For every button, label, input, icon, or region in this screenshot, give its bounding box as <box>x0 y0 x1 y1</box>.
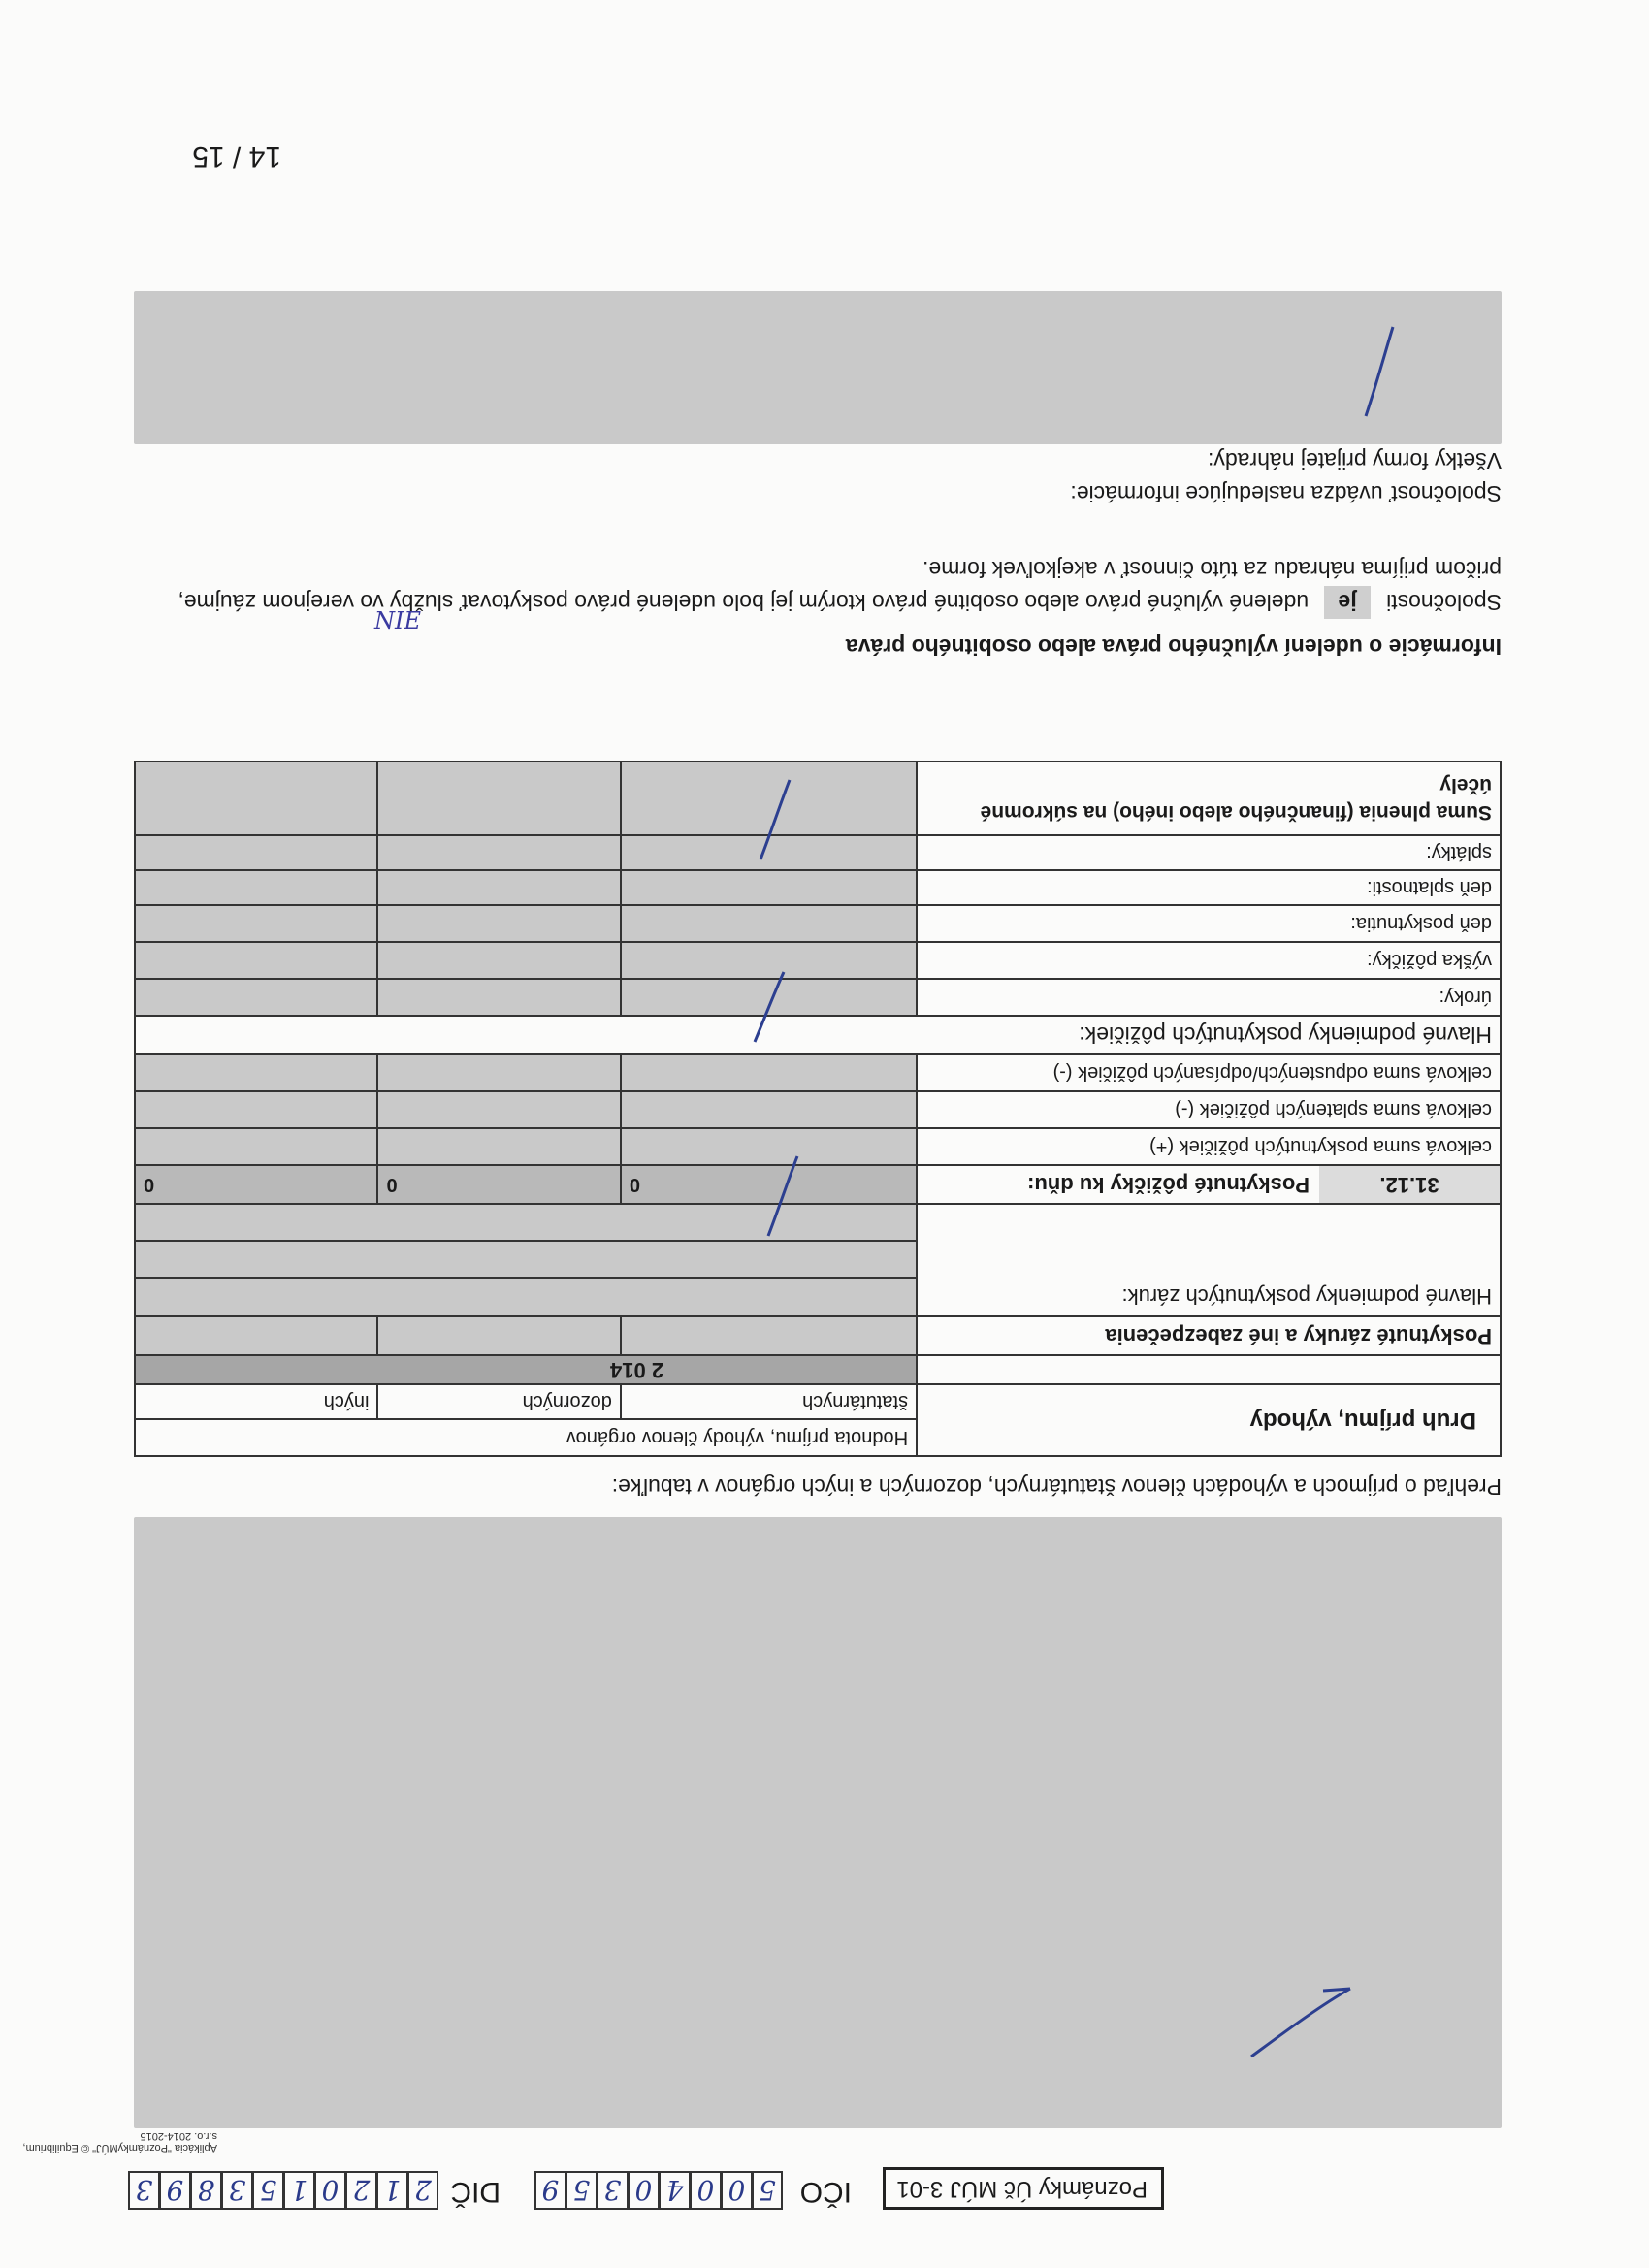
dic-digit: 3 <box>128 2171 159 2210</box>
ico-digit: 0 <box>721 2171 752 2210</box>
dic-field[interactable] <box>128 2169 438 2210</box>
loan-terms-title-cell <box>135 1016 1501 1054</box>
rights-title: Informácie o udelení výlučného práva alebo osobitného práva <box>845 634 1502 660</box>
subcol-statutory: štatutárnych <box>621 1384 917 1419</box>
handwritten-strike-mark <box>755 776 793 863</box>
dic-digit: 2 <box>407 2171 438 2210</box>
rights-status-field[interactable] <box>1325 586 1371 619</box>
ico-digit: 3 <box>597 2171 628 2210</box>
private-sum-supervisory[interactable] <box>377 761 620 835</box>
row-header: Druh príjmu, výhody <box>1249 1408 1476 1434</box>
ico-digit: 5 <box>566 2171 597 2210</box>
private-sum-label: Suma plnenia (finančného alebo iného) na súkromné účely <box>980 774 1492 824</box>
loan-terms-row-label: splátky: <box>917 835 1501 870</box>
year-value: 2 014 <box>610 1358 664 1382</box>
handwritten-strike-mark <box>1242 1977 1358 2064</box>
ico-label: IČO <box>799 2176 852 2208</box>
loan-terms-other[interactable] <box>135 835 377 870</box>
loan-terms-supervisory[interactable] <box>377 870 620 905</box>
rights-all-forms: Všetky formy prijatej náhrady: <box>1208 448 1502 473</box>
loan-terms-supervisory[interactable] <box>377 979 620 1016</box>
loans-date: 31.12. <box>1319 1166 1500 1203</box>
guarantees-terms-cell <box>917 1278 1501 1316</box>
loans-other-value: 0 <box>135 1165 377 1204</box>
loans-supervisory-value: 0 <box>377 1165 620 1204</box>
private-sum-cell <box>917 761 1501 835</box>
guarantees-other[interactable] <box>135 1316 377 1355</box>
rights-text-prefix: Spoločnosti <box>1386 590 1502 615</box>
application-note: Aplikácia "PoznámkyMÚJ" © Equilibrium, s.r.o. 2014-2015 <box>22 2130 217 2154</box>
loan-row-other[interactable] <box>135 1091 377 1128</box>
loan-terms-supervisory[interactable] <box>377 942 620 979</box>
guarantees-terms-input-2[interactable] <box>135 1241 917 1278</box>
ico-digit: 0 <box>690 2171 721 2210</box>
loan-terms-other[interactable] <box>135 942 377 979</box>
loan-terms-other[interactable] <box>135 979 377 1016</box>
loans-label: Poskytnuté pôžičky ku dňu: <box>1027 1173 1310 1197</box>
private-sum-other[interactable] <box>135 761 377 835</box>
guarantees-supervisory[interactable] <box>377 1316 620 1355</box>
loan-terms-supervisory[interactable] <box>377 835 620 870</box>
loans-label-cell <box>917 1165 1501 1204</box>
rights-paragraph <box>134 553 1502 619</box>
dic-digit: 2 <box>345 2171 376 2210</box>
loan-terms-row-label: úroky: <box>917 979 1501 1016</box>
dic-digit: 0 <box>314 2171 345 2210</box>
year-spacer <box>917 1355 1501 1384</box>
loan-row-supervisory[interactable] <box>377 1054 620 1091</box>
handwritten-correction <box>374 607 421 634</box>
guarantees-title-cell <box>917 1316 1501 1355</box>
ico-digit: 4 <box>659 2171 690 2210</box>
loan-terms-statutory[interactable] <box>621 905 917 942</box>
subcol-supervisory: dozorných <box>377 1384 620 1419</box>
loan-terms-title: Hlavné podmienky poskytnutých pôžičiek: <box>1079 1022 1492 1049</box>
document-code-box <box>883 2167 1164 2210</box>
ico-field[interactable] <box>534 2169 783 2210</box>
dic-digit: 9 <box>159 2171 190 2210</box>
guarantees-terms-continuation-2 <box>917 1204 1501 1241</box>
ico-digit: 0 <box>628 2171 659 2210</box>
guarantees-title: Poskytnuté záruky a iné zabezpečenia <box>1105 1324 1492 1348</box>
income-benefits-table <box>134 761 1502 1457</box>
dic-digit: 3 <box>221 2171 252 2210</box>
loan-row-label: celková suma splatených pôžičiek (-) <box>917 1091 1501 1128</box>
loan-terms-supervisory[interactable] <box>377 905 620 942</box>
loan-terms-row-label: deň poskytnutia: <box>917 905 1501 942</box>
loan-row-supervisory[interactable] <box>377 1128 620 1165</box>
loan-row-label: celková suma odpustených/odpísaných pôžičiek (-) <box>917 1054 1501 1091</box>
ico-digit: 9 <box>534 2171 566 2210</box>
document-code: Poznámky Úč MÚJ 3-01 <box>896 2176 1148 2202</box>
loans-statutory-value: 0 <box>621 1165 917 1204</box>
dic-label: DIČ <box>450 2176 501 2208</box>
ico-digit: 5 <box>752 2171 783 2210</box>
guarantees-terms-continuation <box>917 1241 1501 1278</box>
rights-info-intro: Spoločnosť uvádza nasledujúce informácie: <box>1070 481 1502 506</box>
handwritten-correction-text: NIE <box>374 607 421 634</box>
loan-row-statutory[interactable] <box>621 1054 917 1091</box>
row-header-cell <box>917 1384 1501 1456</box>
handwritten-strike-mark <box>749 968 788 1046</box>
loan-terms-row-label: výška pôžičky: <box>917 942 1501 979</box>
rights-status-word: je <box>1338 590 1357 615</box>
loan-terms-other[interactable] <box>135 905 377 942</box>
page-number: 14 / 15 <box>192 141 281 173</box>
loan-terms-other[interactable] <box>135 870 377 905</box>
loan-terms-statutory[interactable] <box>621 870 917 905</box>
dic-digit: 1 <box>283 2171 314 2210</box>
dic-digit: 5 <box>252 2171 283 2210</box>
handwritten-strike-mark <box>762 1152 801 1240</box>
loan-row-label: celková suma poskytnutých pôžičiek (+) <box>917 1128 1501 1165</box>
loan-row-other[interactable] <box>135 1128 377 1165</box>
guarantees-terms-input[interactable] <box>135 1278 917 1316</box>
loan-row-supervisory[interactable] <box>377 1091 620 1128</box>
rights-forms-input[interactable] <box>134 291 1502 444</box>
dic-digit: 8 <box>190 2171 221 2210</box>
col-header-cell <box>135 1419 917 1456</box>
rights-text-rest: udelené výlučné právo alebo osobitné právo ktorým jej bolo udelené právo poskytovať služby vo verejnom záujme, pričom prijíma náhradu za túto činnosť v akejkoľvek forme. <box>178 557 1502 615</box>
loan-row-statutory[interactable] <box>621 1091 917 1128</box>
loan-terms-row-label: deň splatnosti: <box>917 870 1501 905</box>
intro-text: Prehľad o príjmoch a výhodách členov štatutárnych, dozorných a iných orgánov v tabuľke: <box>611 1474 1502 1500</box>
col-header: Hodnota príjmu, výhody členov orgánov <box>566 1427 909 1449</box>
guarantees-terms: Hlavné podmienky poskytnutých záruk: <box>1121 1284 1492 1310</box>
guarantees-statutory[interactable] <box>621 1316 917 1355</box>
loan-row-other[interactable] <box>135 1054 377 1091</box>
dic-digit: 1 <box>376 2171 407 2210</box>
year-cell <box>135 1355 917 1384</box>
subcol-other: iných <box>135 1384 377 1419</box>
handwritten-strike-mark <box>1360 323 1399 420</box>
